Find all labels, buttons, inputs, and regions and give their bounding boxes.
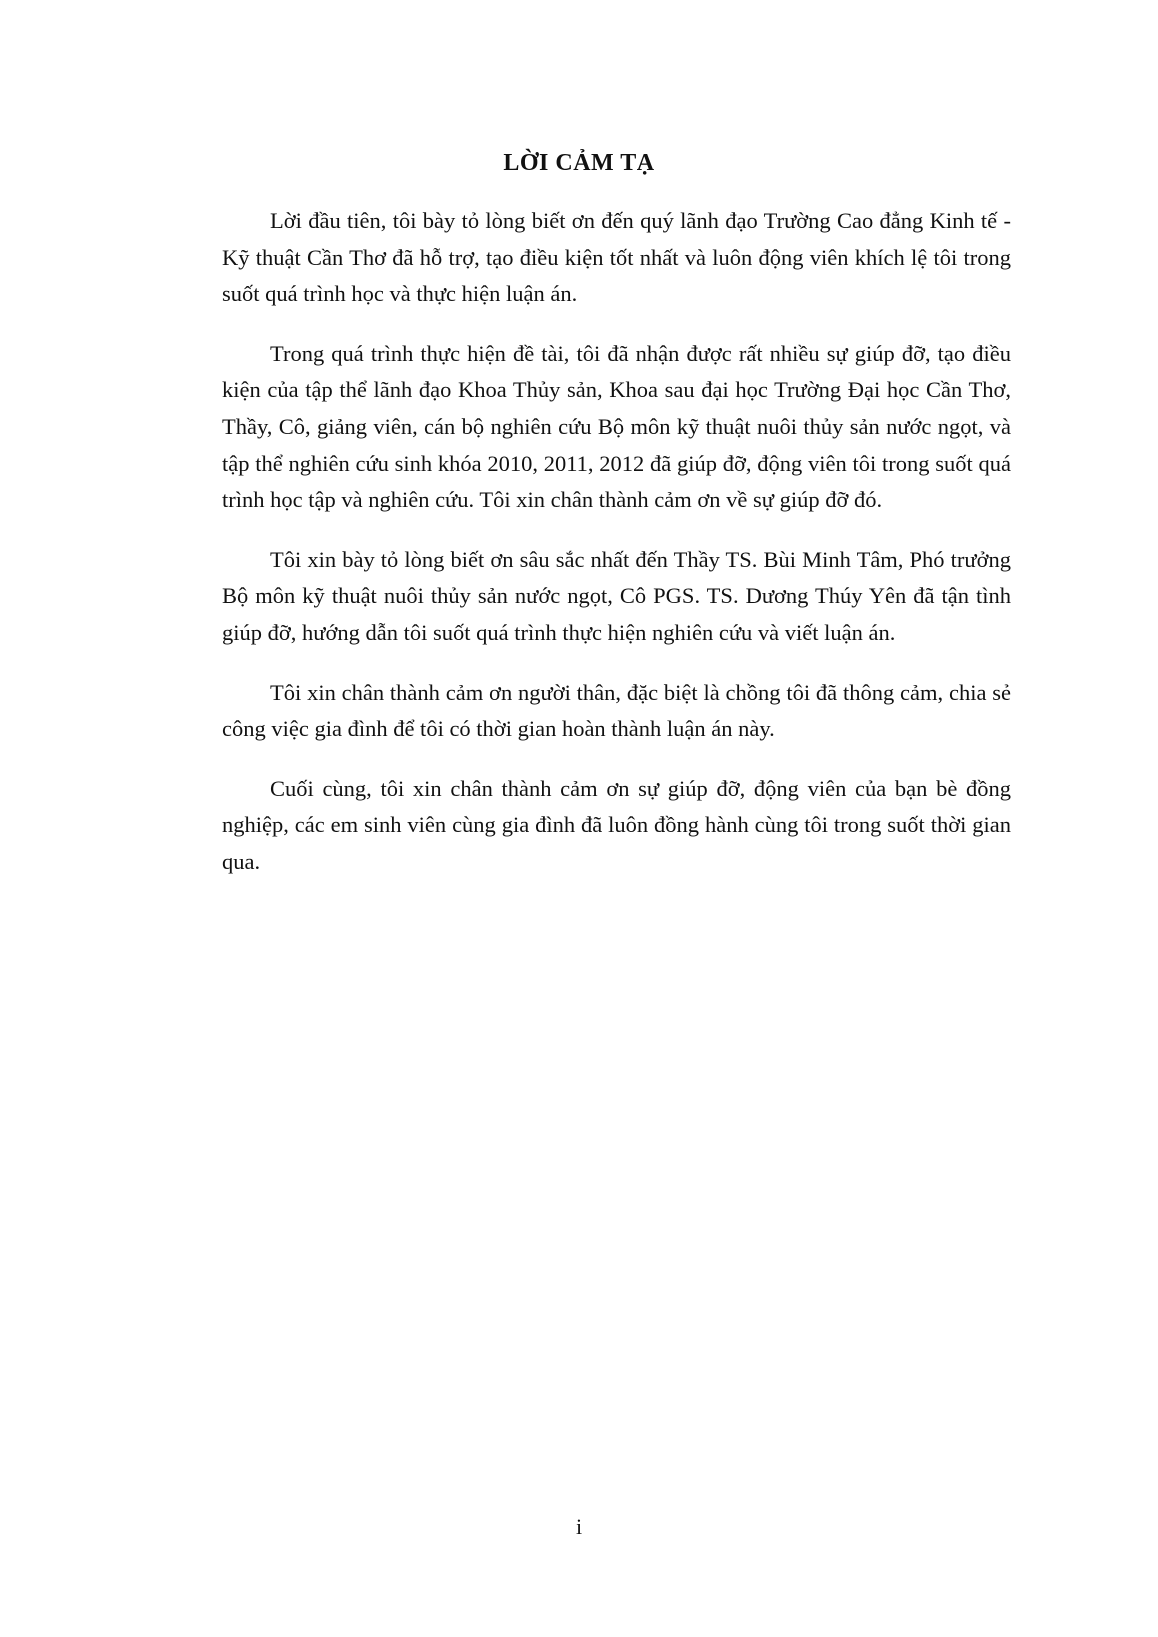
page-title: LỜI CẢM TẠ <box>503 150 655 176</box>
paragraph-1: Lời đầu tiên, tôi bày tỏ lòng biết ơn đến quý lãnh đạo Trường Cao đẳng Kinh tế -Kỹ thuật Cần Thơ đã hỗ trợ, tạo điều kiện tốt nhất và luôn động viên khích lệ tôi trong suốt quá trình học và thực hiện luận án. <box>222 208 1011 307</box>
acknowledgement-body <box>222 203 1011 904</box>
paragraph-4: Tôi xin chân thành cảm ơn người thân, đặc biệt là chồng tôi đã thông cảm, chia sẻ công việc gia đình để tôi có thời gian hoàn thành luận án này. <box>222 679 1011 742</box>
paragraph-2: Trong quá trình thực hiện đề tài, tôi đã nhận được rất nhiều sự giúp đỡ, tạo điều kiện của tập thể lãnh đạo Khoa Thủy sản, Khoa sau đại học Trường Đại học Cần Thơ, Thầy, Cô, giảng viên, cán bộ nghiên cứu Bộ môn kỹ thuật nuôi thủy sản nước ngọt, và tập thể nghiên cứu sinh khóa 2010, 2011, 2012 đã giúp đỡ, động viên tôi trong suốt quá trình học tập và nghiên cứu. Tôi xin chân thành cảm ơn về sự giúp đỡ đó. <box>222 340 1011 513</box>
paragraph-5: Cuối cùng, tôi xin chân thành cảm ơn sự giúp đỡ, động viên của bạn bè đồng nghiệp, các em sinh viên cùng gia đình đã luôn đồng hành cùng tôi trong suốt thời gian qua. <box>222 775 1011 874</box>
page-number: i <box>575 1514 583 1539</box>
paragraph-3: Tôi xin bày tỏ lòng biết ơn sâu sắc nhất đến Thầy TS. Bùi Minh Tâm, Phó trưởng Bộ môn kỹ thuật nuôi thủy sản nước ngọt, Cô PGS. TS. Dương Thúy Yên đã tận tình giúp đỡ, hướng dẫn tôi suốt quá trình thực hiện nghiên cứu và viết luận án. <box>222 546 1011 645</box>
